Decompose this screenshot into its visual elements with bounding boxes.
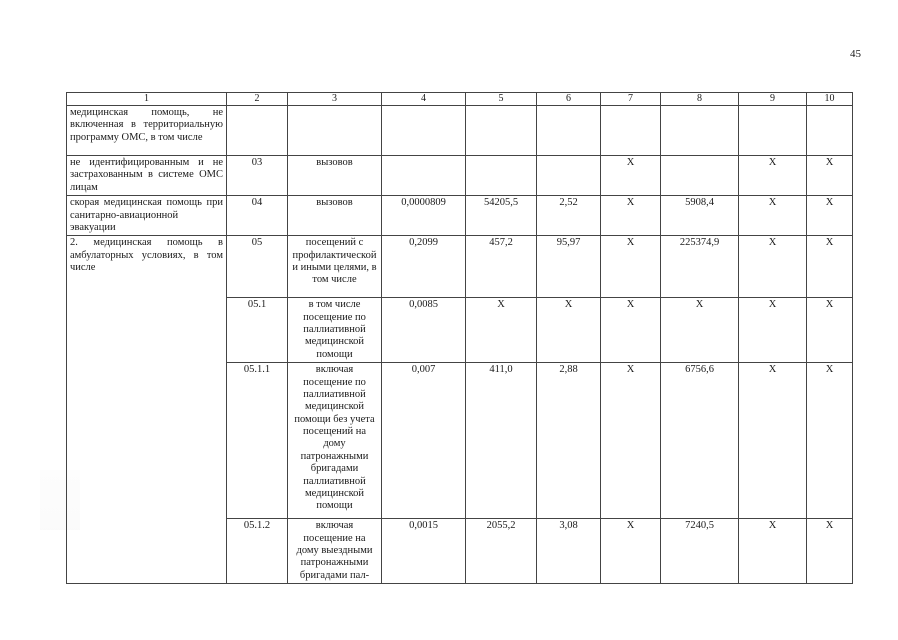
table-cell: скорая медицинская помощь при санитарно-авиационной эвакуации <box>67 196 227 236</box>
table-cell <box>288 106 382 156</box>
table-cell: 457,2 <box>466 236 537 298</box>
table-cell: вызовов <box>288 156 382 196</box>
table-cell: X <box>807 196 853 236</box>
table-cell: включая посещение по паллиативной медицинской помощи без учета посещений на дому патронажными бригадами паллиативной медицинской помощи <box>288 363 382 519</box>
table-cell: 411,0 <box>466 363 537 519</box>
table-cell: X <box>807 236 853 298</box>
header-cell: 9 <box>739 93 807 106</box>
table-cell: 54205,5 <box>466 196 537 236</box>
table-cell <box>382 156 466 196</box>
header-cell: 8 <box>661 93 739 106</box>
table-cell: 7240,5 <box>661 519 739 584</box>
header-cell: 4 <box>382 93 466 106</box>
table-cell: X <box>739 236 807 298</box>
table-cell: X <box>739 363 807 519</box>
table-cell: 0,0000809 <box>382 196 466 236</box>
table-cell: 0,2099 <box>382 236 466 298</box>
header-cell: 2 <box>227 93 288 106</box>
page-number: 45 <box>850 48 861 60</box>
table-cell: включая посещение на дому выездными патронажными бригадами пал- <box>288 519 382 584</box>
table-cell <box>382 106 466 156</box>
table-cell: X <box>807 363 853 519</box>
table-cell: 05 <box>227 236 288 298</box>
table-cell: не идентифицированным и не застрахованным в системе ОМС лицам <box>67 156 227 196</box>
header-row <box>67 93 853 106</box>
table-cell: 05.1.1 <box>227 363 288 519</box>
table-cell: X <box>601 519 661 584</box>
table-cell: 95,97 <box>537 236 601 298</box>
table-cell: в том числе посещение по паллиативной медицинской помощи <box>288 298 382 363</box>
table-cell: 2,52 <box>537 196 601 236</box>
table-cell: X <box>601 156 661 196</box>
table-cell: X <box>807 298 853 363</box>
header-cell: 3 <box>288 93 382 106</box>
table-cell: 0,0015 <box>382 519 466 584</box>
table-cell: X <box>739 196 807 236</box>
table-cell: X <box>601 236 661 298</box>
table-cell: X <box>466 298 537 363</box>
table-cell: посещений с профилактической и иными целями, в том числе <box>288 236 382 298</box>
table-cell <box>661 106 739 156</box>
table-cell: 6756,6 <box>661 363 739 519</box>
header-cell: 7 <box>601 93 661 106</box>
table-cell <box>537 106 601 156</box>
table-cell: 2055,2 <box>466 519 537 584</box>
table-cell: X <box>807 519 853 584</box>
table-cell <box>739 106 807 156</box>
table-cell: 2. медицинская помощь в амбулаторных условиях, в том числе <box>67 236 227 584</box>
table-cell: 225374,9 <box>661 236 739 298</box>
data-table <box>66 92 853 584</box>
table-cell: X <box>807 156 853 196</box>
table-cell <box>466 156 537 196</box>
header-cell: 10 <box>807 93 853 106</box>
table-cell: 2,88 <box>537 363 601 519</box>
table-cell <box>807 106 853 156</box>
table-cell: 5908,4 <box>661 196 739 236</box>
table-cell: 0,007 <box>382 363 466 519</box>
table-cell: 04 <box>227 196 288 236</box>
table-row <box>67 156 853 196</box>
table-cell: X <box>739 298 807 363</box>
table-cell: 3,08 <box>537 519 601 584</box>
table-row <box>67 236 853 298</box>
table-row <box>67 196 853 236</box>
table-cell: X <box>601 298 661 363</box>
table-cell <box>466 106 537 156</box>
table-cell: 05.1 <box>227 298 288 363</box>
table-cell: вызовов <box>288 196 382 236</box>
table-cell <box>601 106 661 156</box>
table-cell: X <box>661 298 739 363</box>
header-cell: 1 <box>67 93 227 106</box>
table-cell <box>227 106 288 156</box>
table-cell <box>537 156 601 196</box>
table-cell: X <box>739 156 807 196</box>
table-cell <box>661 156 739 196</box>
header-cell: 5 <box>466 93 537 106</box>
table-cell: X <box>537 298 601 363</box>
table-cell: X <box>601 363 661 519</box>
table-cell: 05.1.2 <box>227 519 288 584</box>
table-cell: X <box>601 196 661 236</box>
table-cell: 03 <box>227 156 288 196</box>
table-cell: X <box>739 519 807 584</box>
header-cell: 6 <box>537 93 601 106</box>
table-cell: медицинская помощь, не включенная в территориальную программу ОМС, в том числе <box>67 106 227 156</box>
table-cell: 0,0085 <box>382 298 466 363</box>
table-row <box>67 106 853 156</box>
